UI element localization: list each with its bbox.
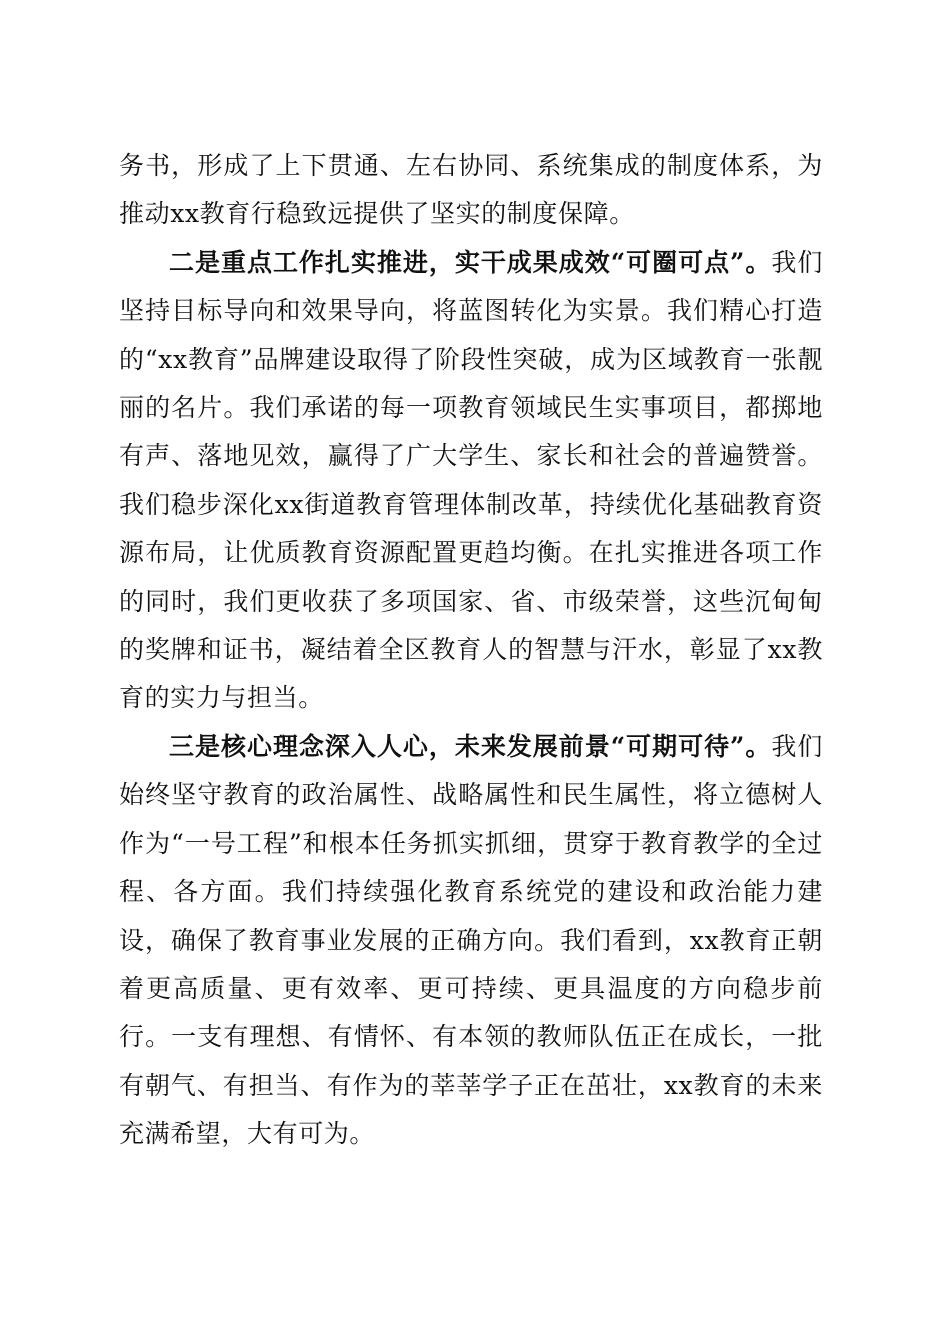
paragraph-body: 我们坚持目标导向和效果导向，将蓝图转化为实景。我们精心打造的“xx教育”品牌建设取得了阶段性突破，成为区域教育一张靓丽的名片。我们承诺的每一项教育领域民生实事项目，都掷地有声、落地见效，赢得了广大学生、家长和社会的普遍赞誉。我们稳步深化xx街道教育管理体制改革，持续优化基础教育资源布局，让优质教育资源配置更趋均衡。在扎实推进各项工作的同时，我们更收获了多项国家、省、市级荣誉，这些沉甸甸的奖牌和证书，凝结着全区教育人的智慧与汗水，彰显了xx教育的实力与担当。 (119, 247, 823, 713)
paragraph-heading: 二是重点工作扎实推进，实干成果成效“可圈可点”。 (169, 247, 772, 277)
paragraph-key-work (119, 239, 823, 723)
paragraph-heading: 三是核心理念深入人心，未来发展前景“可期可待”。 (169, 731, 772, 761)
document-page (119, 142, 823, 1159)
paragraph-core-concept (119, 723, 823, 1159)
paragraph-continuation (119, 142, 823, 239)
paragraph-body: 务书，形成了上下贯通、左右协同、系统集成的制度体系，为推动xx教育行稳致远提供了坚实的制度保障。 (119, 151, 823, 229)
paragraph-body: 我们始终坚守教育的政治属性、战略属性和民生属性，将立德树人作为“一号工程”和根本任务抓实抓细，贯穿于教育教学的全过程、各方面。我们持续强化教育系统党的建设和政治能力建设，确保了教育事业发展的正确方向。我们看到，xx教育正朝着更高质量、更有效率、更可持续、更具温度的方向稳步前行。一支有理想、有情怀、有本领的教师队伍正在成长，一批有朝气、有担当、有作为的莘莘学子正在茁壮，xx教育的未来充满希望，大有可为。 (119, 731, 823, 1149)
